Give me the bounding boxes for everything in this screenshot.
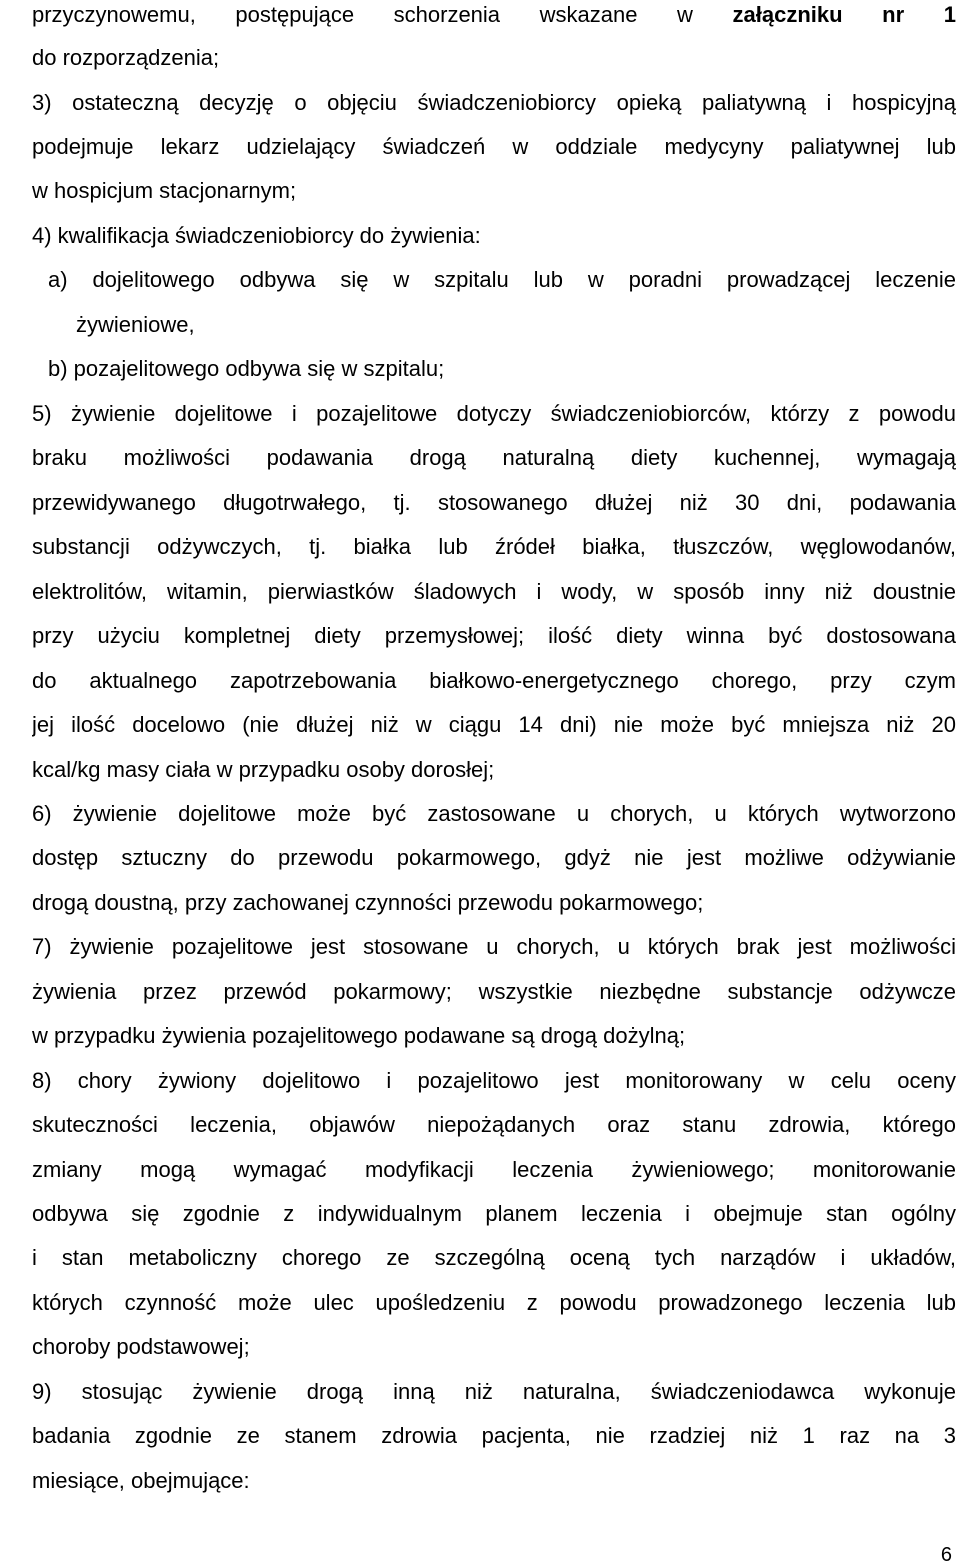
text-line [32, 666, 956, 696]
text-line [32, 1021, 956, 1051]
page-number: 6 [940, 1544, 952, 1566]
text-run: 4) kwalifikacja świadczeniobiorcy do żywienia: [32, 223, 481, 248]
text-run: w hospicjum stacjonarnym; [32, 178, 297, 203]
bold-text-run: załączniku nr 1 [732, 2, 956, 27]
text-line [32, 1421, 956, 1451]
text-line [32, 843, 956, 873]
text-run: jej ilość docelowo (nie dłużej niż w ciągu 14 dni) nie może być mniejsza niż 20 [32, 712, 956, 737]
text-run: do rozporządzenia; [32, 45, 220, 70]
text-line [32, 399, 956, 429]
text-line [48, 354, 956, 384]
text-run: miesiące, obejmujące: [32, 1468, 250, 1493]
text-line [32, 799, 956, 829]
text-line [32, 221, 956, 251]
text-run: 7) żywienie pozajelitowe jest stosowane u chorych, u których brak jest możliwości [32, 934, 956, 959]
text-line [32, 1155, 956, 1185]
text-line [32, 977, 956, 1007]
text-run: dostęp sztuczny do przewodu pokarmowego, gdyż nie jest możliwe odżywianie [32, 845, 956, 870]
text-line [32, 43, 956, 73]
text-run: badania zgodnie ze stanem zdrowia pacjenta, nie rzadziej niż 1 raz na 3 [32, 1423, 956, 1448]
text-line [32, 621, 956, 651]
text-run: choroby podstawowej; [32, 1334, 250, 1359]
text-line [32, 88, 956, 118]
text-run: 5) żywienie dojelitowe i pozajelitowe dotyczy świadczeniobiorców, którzy z powodu [32, 401, 956, 426]
text-line [32, 1199, 956, 1229]
text-run: żywienia przez przewód pokarmowy; wszystkie niezbędne substancje odżywcze [32, 979, 956, 1004]
text-line [48, 265, 956, 295]
text-run: do aktualnego zapotrzebowania białkowo-energetycznego chorego, przy czym [32, 668, 956, 693]
text-run: przy użyciu kompletnej diety przemysłowej; ilość diety winna być dostosowana [32, 623, 956, 648]
text-line [32, 488, 956, 518]
text-run: a) dojelitowego odbywa się w szpitalu lub w poradni prowadzącej leczenie [48, 267, 956, 292]
text-line [32, 1332, 956, 1362]
text-run: których czynność może ulec upośledzeniu z powodu prowadzonego leczenia lub [32, 1290, 956, 1315]
text-run: przyczynowemu, postępujące schorzenia wskazane w [32, 2, 733, 27]
text-line [32, 132, 956, 162]
text-line [32, 932, 956, 962]
text-line [32, 532, 956, 562]
text-run: żywieniowe, [76, 312, 195, 337]
text-line [32, 577, 956, 607]
text-run: i stan metaboliczny chorego ze szczególną oceną tych narządów i układów, [32, 1245, 956, 1270]
text-run: kcal/kg masy ciała w przypadku osoby dorosłej; [32, 757, 495, 782]
text-line [32, 755, 956, 785]
text-run: skuteczności leczenia, objawów niepożądanych oraz stanu zdrowia, którego [32, 1112, 956, 1137]
text-line [76, 310, 956, 340]
text-run: b) pozajelitowego odbywa się w szpitalu; [48, 356, 445, 381]
text-run: elektrolitów, witamin, pierwiastków śladowych i wody, w sposób inny niż doustnie [32, 579, 956, 604]
text-line [32, 1243, 956, 1273]
text-line [32, 710, 956, 740]
text-line [32, 0, 956, 30]
text-run: substancji odżywczych, tj. białka lub źródeł białka, tłuszczów, węglowodanów, [32, 534, 956, 559]
text-line [32, 1377, 956, 1407]
text-line [32, 1110, 956, 1140]
text-run: braku możliwości podawania drogą naturalną diety kuchennej, wymagają [32, 445, 956, 470]
text-run: 9) stosując żywienie drogą inną niż naturalna, świadczeniodawca wykonuje [32, 1379, 956, 1404]
text-run: drogą doustną, przy zachowanej czynności przewodu pokarmowego; [32, 890, 704, 915]
text-line [32, 443, 956, 473]
text-run: 3) ostateczną decyzję o objęciu świadczeniobiorcy opieką paliatywną i hospicyjną [32, 90, 956, 115]
text-line [32, 1466, 956, 1496]
text-run: w przypadku żywienia pozajelitowego podawane są drogą dożylną; [32, 1023, 686, 1048]
text-line [32, 1066, 956, 1096]
text-run: zmiany mogą wymagać modyfikacji leczenia żywieniowego; monitorowanie [32, 1157, 956, 1182]
text-run: 6) żywienie dojelitowe może być zastosowane u chorych, u których wytworzono [32, 801, 956, 826]
text-run: podejmuje lekarz udzielający świadczeń w oddziale medycyny paliatywnej lub [32, 134, 956, 159]
text-line [32, 176, 956, 206]
text-run: przewidywanego długotrwałego, tj. stosowanego dłużej niż 30 dni, podawania [32, 490, 956, 515]
text-run: odbywa się zgodnie z indywidualnym planem leczenia i obejmuje stan ogólny [32, 1201, 956, 1226]
text-line [32, 1288, 956, 1318]
text-run: 8) chory żywiony dojelitowo i pozajelitowo jest monitorowany w celu oceny [32, 1068, 956, 1093]
text-line [32, 888, 956, 918]
